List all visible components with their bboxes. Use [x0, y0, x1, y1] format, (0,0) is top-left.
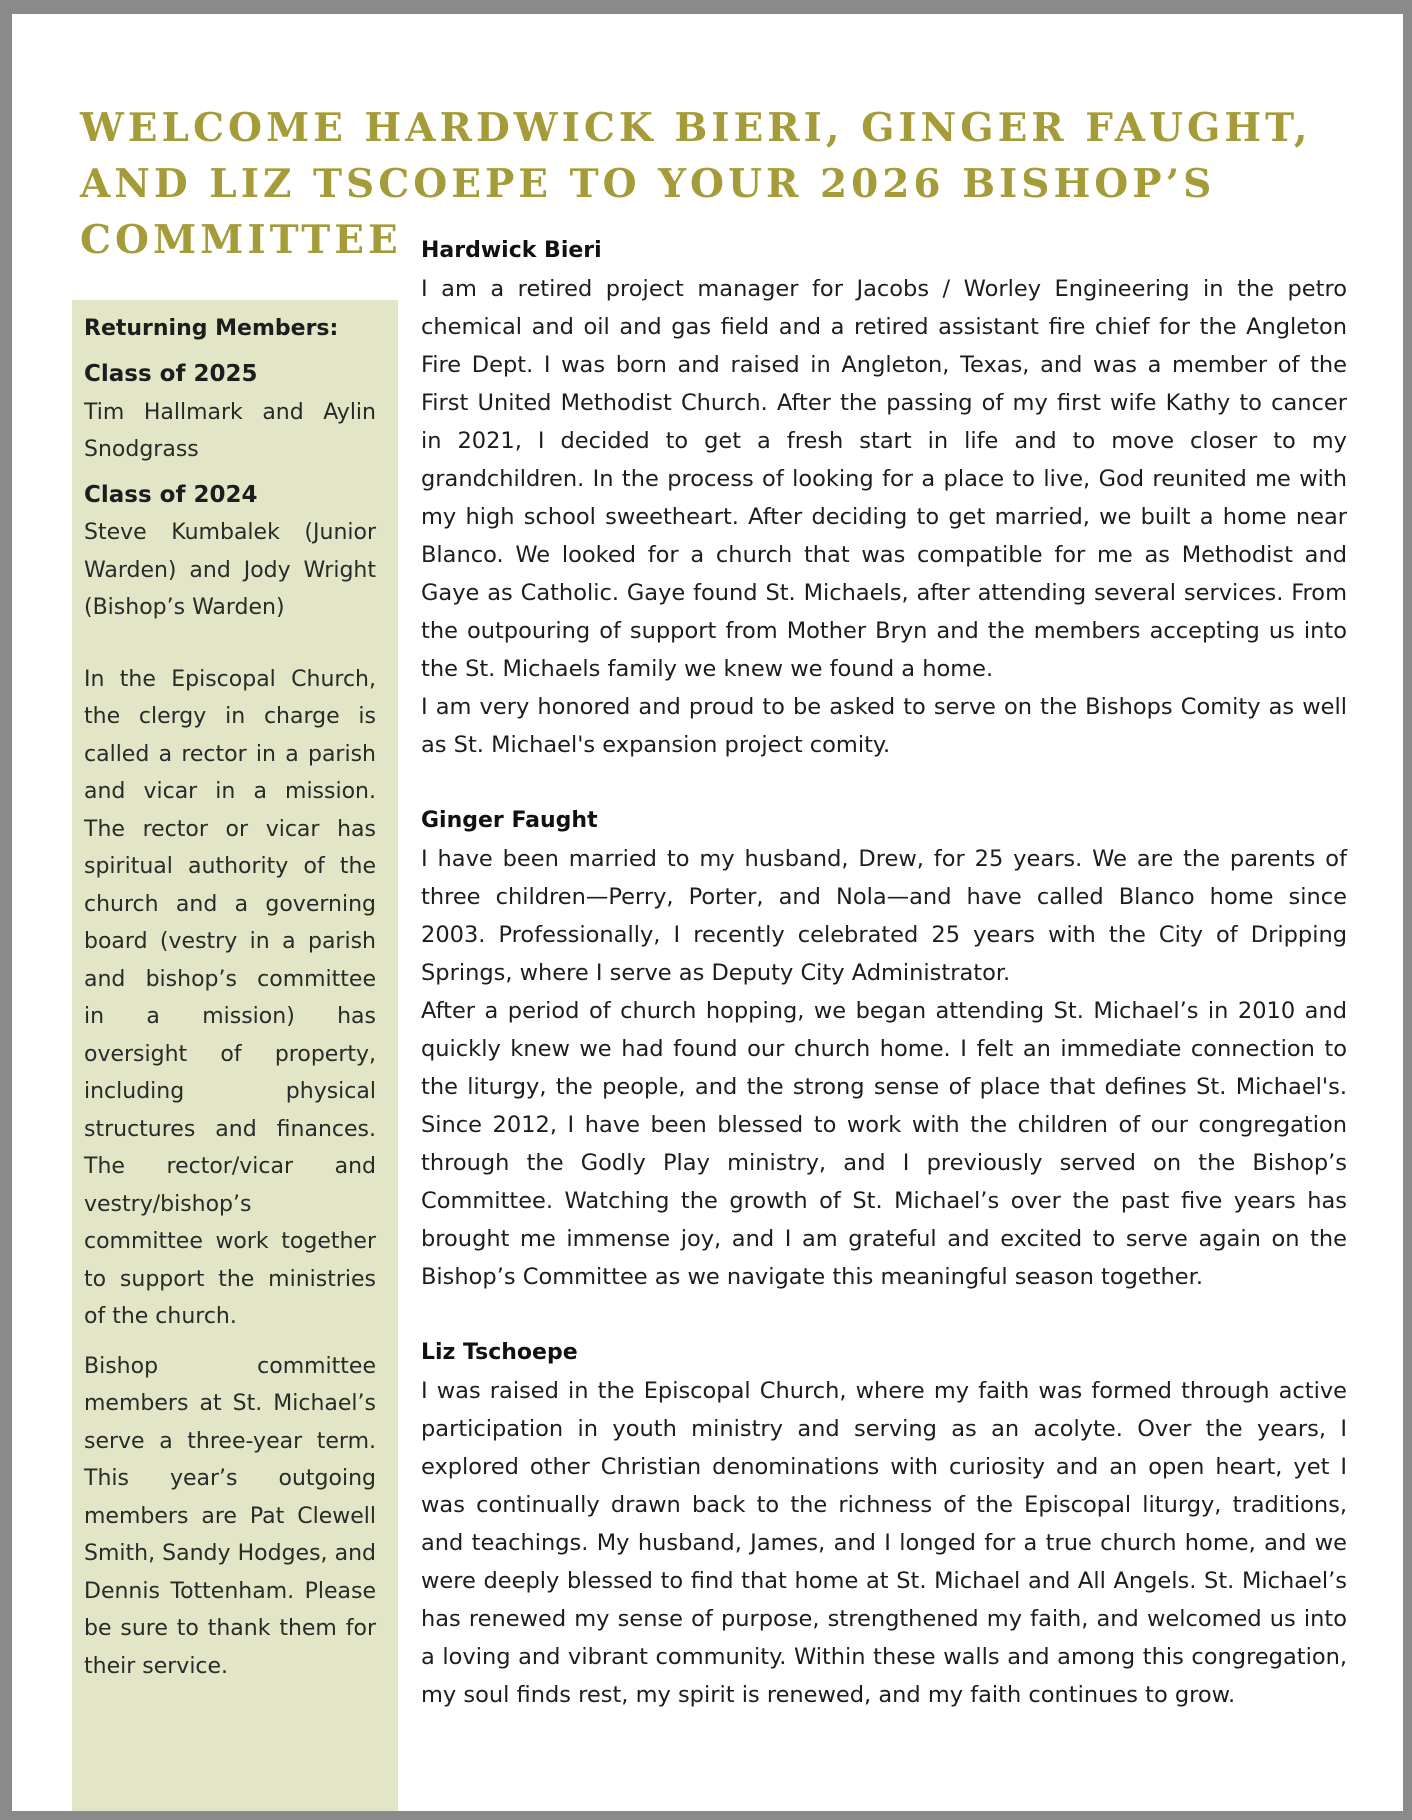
member-bio-paragraph: I was raised in the Episcopal Church, where my faith was formed through active participation in youth ministry and serving as an acolyte. Over the years, I explored other Christian denominations with curiosity and an open heart, yet I was continually drawn back to the richness of the Episcopal liturgy, traditions, and teachings. My husband, James, and I longed for a true church home, and we were deeply blessed to find that home at St. Michael and All Angels. St. Michael’s has renewed my sense of purpose, strengthened my faith, and welcomed us into a loving and vibrant community. Within these walls and among this congregation, my soul finds rest, my spirit is renewed, and my faith continues to grow.	[421, 1378, 1347, 1708]
class-2024-members: Steve Kumbalek (Junior Warden) and Jody Wright (Bishop’s Warden)	[84, 520, 376, 620]
member-bio-paragraph: After a period of church hopping, we began attending St. Michael’s in 2010 and quickly knew we had found our church home. I felt an immediate connection to the liturgy, the people, and the strong sense of place that defines St. Michael's. Since 2012, I have been blessed to work with the children of our congregation through the Godly Play ministry, and I previously served on the Bishop’s Committee. Watching the growth of St. Michael’s over the past five years has brought me immense joy, and I am grateful and excited to serve again on the Bishop’s Committee as we navigate this meaningful season together.	[421, 998, 1347, 1290]
class-2025-label: Class of 2025	[84, 361, 258, 387]
member-name: Hardwick Bieri	[421, 238, 602, 263]
member-bios	[421, 232, 1347, 1752]
sidebar-heading: Returning Members:	[84, 316, 339, 341]
returning-members-sidebar	[72, 300, 398, 1811]
member-bio-paragraph: I am very honored and proud to be asked to serve on the Bishops Comity as well as St. Michael's expansion project comity.	[421, 694, 1347, 758]
sidebar-paragraph-episcopal: In the Episcopal Church, the clergy in charge is called a rector in a parish and vicar in a mission. The rector or vicar has spiritual authority of the church and a governing board (vestry in a parish and bishop’s committee in a mission) has oversight of property, including physical structures and finances. The rector/vicar and vestry/bishop’s committee work together to support the ministries of the church.	[84, 666, 376, 1329]
member-bio	[421, 232, 1347, 764]
member-name: Liz Tschoepe	[421, 1340, 578, 1365]
page-title: WELCOME HARDWICK BIERI, GINGER FAUGHT, AND LIZ TSCOEPE TO YOUR 2026 BISHOP’S COMMITTEE	[80, 105, 1312, 263]
member-bio-paragraph: I have been married to my husband, Drew, for 25 years. We are the parents of three children—Perry, Porter, and Nola—and have called Blanco home since 2003. Professionally, I recently celebrated 25 years with the City of Dripping Springs, where I serve as Deputy City Administrator.	[421, 846, 1347, 986]
member-bio	[421, 1334, 1347, 1714]
class-2025-members: Tim Hallmark and Aylin Snodgrass	[84, 399, 376, 462]
sidebar-paragraph-terms: Bishop committee members at St. Michael’s serve a three-year term. This year’s outgoing members are Pat Clewell Smith, Sandy Hodges, and Dennis Tottenham. Please be sure to thank them for their service.	[84, 1353, 376, 1679]
member-bio-paragraph: I am a retired project manager for Jacobs / Worley Engineering in the petro chemical and oil and gas field and a retired assistant fire chief for the Angleton Fire Dept. I was born and raised in Angleton, Texas, and was a member of the First United Methodist Church. After the passing of my first wife Kathy to cancer in 2021, I decided to get a fresh start in life and to move closer to my grandchildren. In the process of looking for a place to live, God reunited me with my high school sweetheart. After deciding to get married, we built a home near Blanco. We looked for a church that was compatible for me as Methodist and Gaye as Catholic. Gaye found St. Michaels, after attending several services. From the outpouring of support from Mother Bryn and the members accepting us into the St. Michaels family we knew we found a home.	[421, 276, 1347, 682]
member-name: Ginger Faught	[421, 808, 598, 833]
class-2024-label: Class of 2024	[84, 481, 258, 508]
member-bio	[421, 802, 1347, 1296]
newsletter-page	[12, 14, 1403, 1811]
